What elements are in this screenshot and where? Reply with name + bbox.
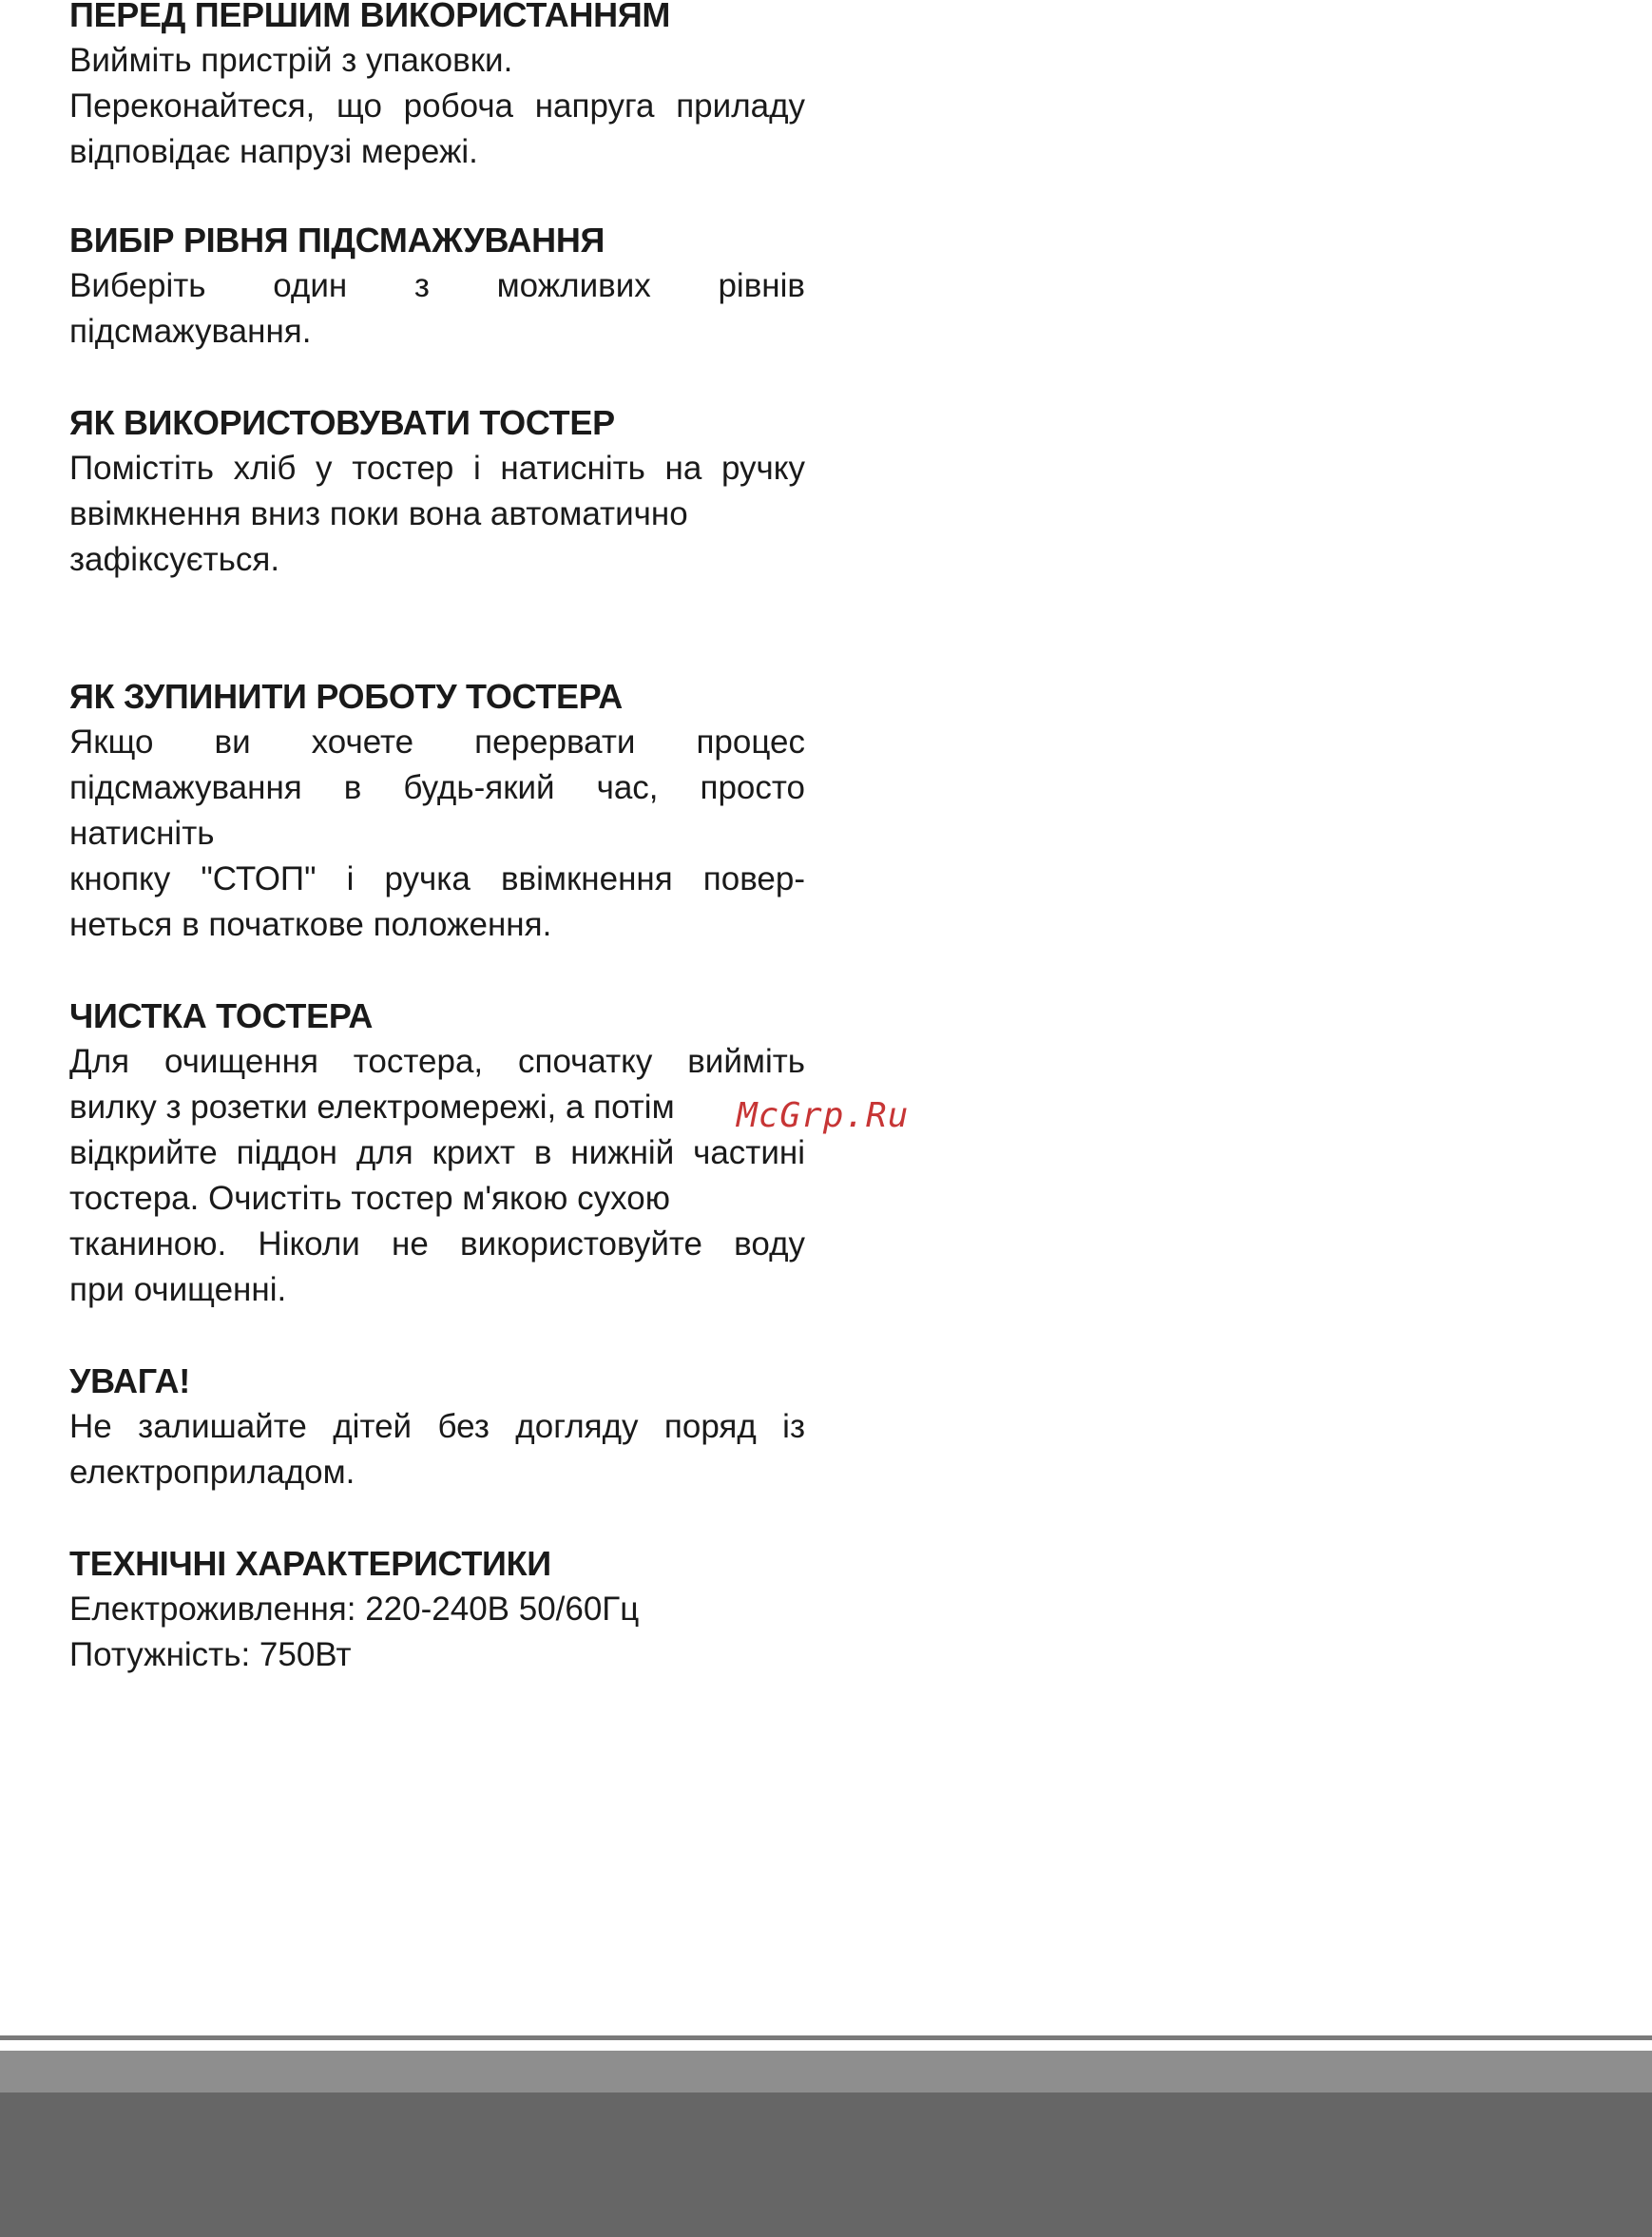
text-line: відповідає напрузі мережі. (69, 133, 478, 170)
section-how-to-use (69, 400, 805, 583)
text-line: Не залишайте дітей без догляду поряд із (69, 1408, 805, 1445)
text-line: Електроживлення: 220-240В 50/60Гц (69, 1591, 640, 1628)
section-heading: ТЕХНІЧНІ ХАРАКТЕРИСТИКИ (69, 1544, 551, 1583)
text-line: кнопку "СТОП" і ручка ввімкнення повер- (69, 860, 805, 897)
text-line: Потужність: 750Вт (69, 1636, 352, 1673)
text-line: Переконайтеся, що робоча напруга приладу (69, 87, 805, 125)
text-line: Виберіть один з можливих рівнів (69, 267, 805, 304)
text-line: електроприладом. (69, 1454, 355, 1491)
footer-band-dark (0, 2092, 1652, 2237)
section-browning-level (69, 218, 805, 355)
text-line: тостера. Очистіть тостер м'якою сухою (69, 1180, 670, 1217)
footer-divider (0, 2035, 1652, 2040)
text-line: натисніть (69, 815, 215, 852)
watermark: McGrp.Ru (737, 1096, 910, 1135)
text-line: підсмажування. (69, 313, 312, 350)
section-warning (69, 1359, 805, 1495)
section-heading: УВАГА! (69, 1361, 190, 1400)
text-line: Для очищення тостера, спочатку вийміть (69, 1043, 805, 1080)
text-line: Помістіть хліб у тостер і натисніть на ручку (69, 450, 805, 487)
section-specifications (69, 1541, 805, 1678)
section-before-first-use (69, 0, 805, 175)
footer-band-light (0, 2051, 1652, 2092)
text-line: підсмажування в будь-який час, просто (69, 769, 805, 806)
section-heading: ПЕРЕД ПЕРШИМ ВИКОРИСТАННЯМ (69, 0, 671, 34)
section-heading: ВИБІР РІВНЯ ПІДСМАЖУВАННЯ (69, 221, 605, 260)
section-heading: ЧИСТКА ТОСТЕРА (69, 996, 374, 1035)
text-line: відкрийте піддон для крихт в нижній частині (69, 1134, 805, 1171)
text-line: зафіксується. (69, 541, 280, 578)
section-heading: ЯК ВИКОРИСТОВУВАТИ ТОСТЕР (69, 403, 615, 442)
text-line: тканиною. Ніколи не використовуйте воду (69, 1225, 805, 1263)
text-line: Вийміть пристрій з упаковки. (69, 42, 513, 79)
text-line: при очищенні. (69, 1271, 287, 1308)
text-line: Якщо ви хочете перервати процес (69, 723, 805, 761)
text-line: вилку з розетки електромережі, а потім (69, 1089, 675, 1126)
section-cleaning (69, 993, 805, 1313)
text-line: ввімкнення вниз поки вона автоматично (69, 495, 688, 532)
section-how-to-stop (69, 674, 805, 948)
text-line: неться в початкове положення. (69, 906, 552, 943)
section-heading: ЯК ЗУПИНИТИ РОБОТУ ТОСТЕРА (69, 677, 623, 716)
